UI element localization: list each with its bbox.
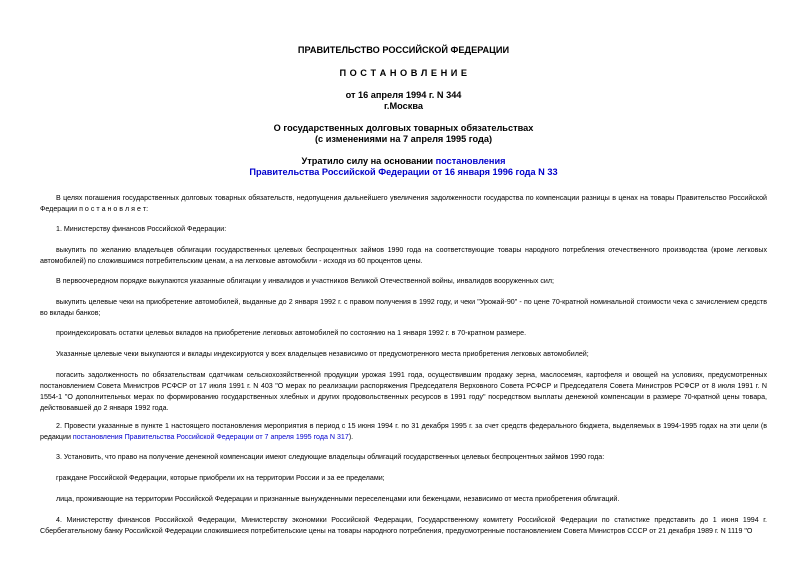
paragraph-item-2-text: 2. Провести указанные в пункте 1 настоящего постановления мероприятия в период с 15 июня 1994 г. по 31 декабря 1995 г. за счет средств федерального бюджета, выделяемых в 1994-1995 годах на эти цели (в редакции — [40, 422, 767, 441]
paragraph-item-4: 4. Министерству финансов Российской Федерации, Министерству экономики Российской Федерации, Государственному комитету Российской Федерации по статистике представить до 1 июня 1994 г. Сбербегательному банку Российской Федерации сложившиеся потребительские цены на товары народного потребления, предусмотренные постановлением Совета Министров СССР от 21 декабря 1989 г. N 1119 "О — [40, 516, 767, 535]
paragraph-priority: В первоочередном порядке выкупаются указанные облигации у инвалидов и участников Великой Отечественной войны, инвалидов вооруженных сил; — [56, 277, 554, 285]
paragraph-checks-buyback: выкупить целевые чеки на приобретение автомобилей, выданные до 2 января 1992 г. с правом получения в 1992 году, и чеки "Урожай-90" - по цене 70-кратной номинальной стоимости чека с зачислением средств во вклады банков; — [40, 298, 767, 317]
expired-link-government-decree[interactable]: Правительства Российской Федерации от 16 января 1996 года N 33 — [249, 167, 558, 177]
paragraph-item-2 — [40, 421, 767, 443]
paragraph-citizens: граждане Российской Федерации, которые приобрели их на территории России и за ее пределами; — [56, 474, 385, 482]
document-title: О государственных долговых товарных обязательствах — [273, 123, 534, 133]
paragraph-item-2-end: ). — [348, 433, 354, 441]
document-amendment-note: (с изменениями на 7 апреля 1995 года) — [314, 134, 493, 144]
paragraph-harvest-debt: погасить задолженность по обязательствам сдатчикам сельскохозяйственной продукции урожая 1991 года, осуществившим продажу зерна, маслосемян, картофеля и овощей на условиях, предусмотренных постановлением Совета Министров РСФСР от 17 июля 1991 г. N 403 "О мерах по реализации распоряжения Председателя Верховного Совета РСФСР и Председателя Совета Министров РСФСР от 8 июля 1991 г. N 1554-1 "О дополнительных мерах по формированию государственных хлебных и других продовольственных ресурсов в 1991 году" посредством выплаты денежной компенсации в размере 70-кратной цены товара, действовавшей до 2 января 1992 года. — [40, 371, 767, 412]
amendment-link[interactable]: постановления Правительства Российской Федерации от 7 апреля 1995 года N 317 — [72, 433, 349, 441]
paragraph-preamble: В целях погашения государственных долговых товарных обязательств, недопущения дальнейшего увеличения задолженности государства по компенсации разницы в ценах на товары Правительство Российской Федерации п о с т а н о в л я е т: — [40, 194, 767, 213]
document-city: г.Москва — [384, 101, 423, 111]
expired-link-resolution[interactable]: постановления — [435, 156, 506, 166]
paragraph-item-3: 3. Установить, что право на получение денежной компенсации имеют следующие владельцы облигаций государственных целевых беспроцентных займов 1990 года: — [56, 453, 605, 461]
expired-notice-prefix: Утратило силу на основании — [301, 156, 436, 166]
government-heading: ПРАВИТЕЛЬСТВО РОССИЙСКОЙ ФЕДЕРАЦИИ — [297, 45, 510, 55]
document-type-heading: П О С Т А Н О В Л Е Н И Е — [339, 68, 468, 78]
paragraph-bond-buyback: выкупить по желанию владельцев облигации государственных целевых беспроцентных займов 1990 года на соответствующие товары народного потребления отечественного производства (кроме легковых автомобилей) по сложившимся потребительским ценам, а на легковые автомобили - исходя из 60 процентов цены. — [40, 246, 767, 265]
document-date: от 16 апреля 1994 г. N 344 — [345, 90, 462, 100]
paragraph-indexation: проиндексировать остатки целевых вкладов на приобретение легковых автомобилей по состоянию на 1 января 1992 г. в 70-кратном размере. — [56, 329, 527, 337]
paragraph-item-1: 1. Министерству финансов Российской Федерации: — [56, 225, 227, 233]
paragraph-refugees: лица, проживающие на территории Российской Федерации и признанные вынужденными переселенцами или беженцами, независимо от места приобретения облигаций. — [56, 495, 620, 503]
paragraph-checks-owners: Указанные целевые чеки выкупаются и вклады индексируются у всех владельцев независимо от предусмотренного места приобретения легковых автомобилей; — [56, 350, 589, 358]
